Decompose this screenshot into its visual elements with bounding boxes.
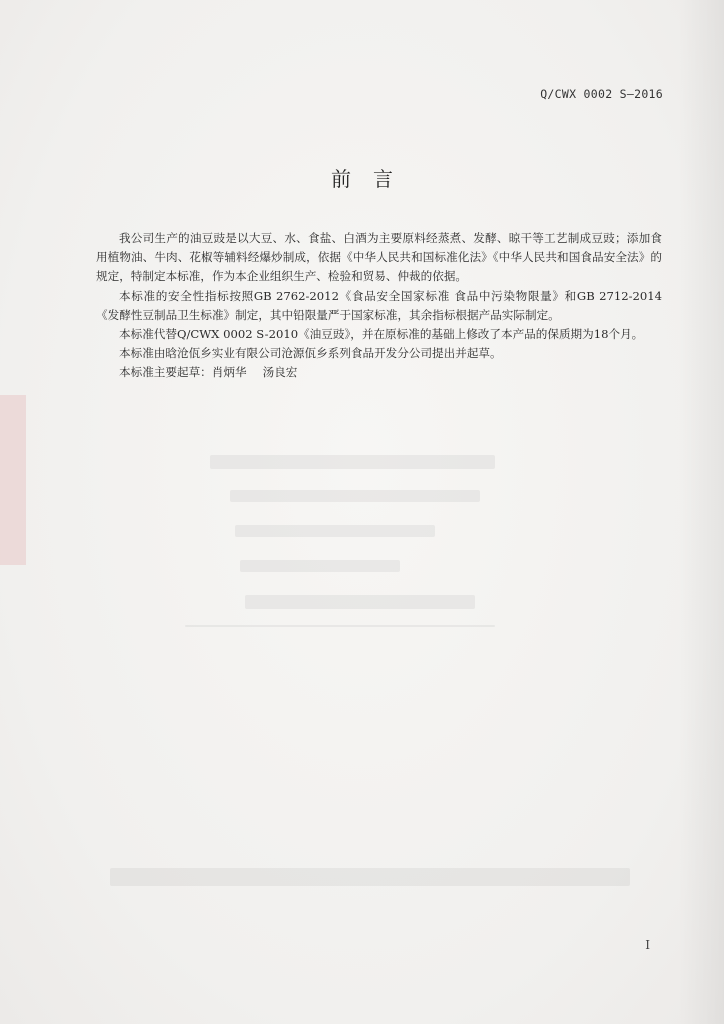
foreword-body	[96, 229, 662, 383]
show-through-mark	[110, 868, 630, 886]
paragraph: 本标准由晗沧佤乡实业有限公司沧源佤乡系列食品开发分公司提出并起草。	[119, 346, 502, 361]
drafter-name: 汤良宏	[262, 365, 298, 380]
show-through-mark	[185, 625, 495, 627]
show-through-mark	[230, 490, 480, 502]
drafters-line	[96, 363, 662, 382]
show-through-mark	[240, 560, 400, 572]
page-title: 前言	[331, 167, 415, 191]
paragraph: 本标准代替Q/CWX 0002 S-2010《油豆豉》，并在原标准的基础上修改了本产品的保质期为18个月。	[119, 327, 644, 342]
show-through-mark	[235, 525, 435, 537]
drafters-label: 本标准主要起草：	[119, 365, 212, 380]
standard-code: Q/CWX 0002 S—2016	[540, 87, 663, 101]
show-through-mark	[245, 595, 475, 609]
show-through-mark	[0, 395, 26, 565]
drafter-name: 肖炳华	[211, 365, 247, 380]
show-through-mark	[210, 455, 495, 469]
page-number: I	[645, 938, 650, 952]
page-edge-shadow	[678, 0, 724, 1024]
paragraph: 本标准的安全性指标按照GB 2762-2012《食品安全国家标准 食品中污染物限量》和GB 2712-2014《发酵性豆制品卫生标准》制定，其中铅限量严于国家标准，其余指标根据产品实际制定。	[96, 288, 662, 322]
paragraph: 我公司生产的油豆豉是以大豆、水、食盐、白酒为主要原料经蒸煮、发酵、晾干等工艺制成豆豉；添加食用植物油、牛肉、花椒等辅料经爆炒制成，依据《中华人民共和国标准化法》《中华人民共和国食品安全法》的规定，特制定本标准，作为本企业组织生产、检验和贸易、仲裁的依据。	[96, 231, 662, 284]
